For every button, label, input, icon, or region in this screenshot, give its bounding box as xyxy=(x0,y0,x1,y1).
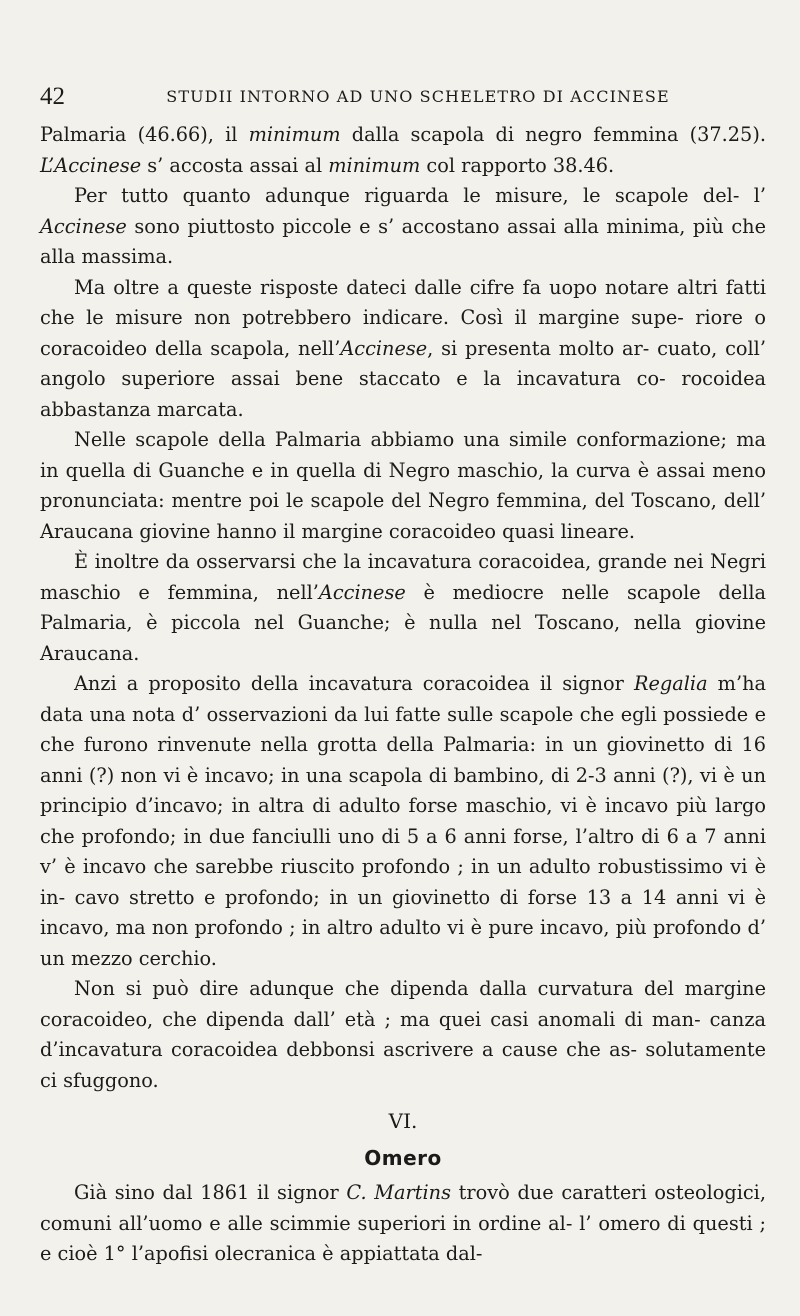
text-run: col rapporto 38.46. xyxy=(420,153,615,177)
section-paragraph-group xyxy=(40,1178,766,1270)
italic-text: C. Martins xyxy=(346,1181,451,1204)
section-title: Omero xyxy=(364,1146,442,1170)
text-run: Per tutto quanto adunque riguarda le misure, le scapole del- l’ xyxy=(74,184,766,207)
italic-text: minimum xyxy=(328,153,421,177)
page-number: 42 xyxy=(40,83,65,110)
text-run: è mediocre nelle scapole della Palmaria, è piccola nel Guanche; è nulla nel Toscano, nella giovine Araucana. xyxy=(40,580,766,665)
text-run: s’ accosta assai al xyxy=(141,153,329,177)
text-run: Palmaria (46.66), il xyxy=(40,123,249,146)
paragraph xyxy=(40,1178,766,1270)
text-run: m’ha data una nota d’ osservazioni da lui fatte sulle scapole che egli possiede e che furono rinvenute nella grotta della Palmaria: in un giovinetto di 16 anni (?) non vi è incavo; in una scapola di bambino, di 2-3 anni (?), vi è un principio d’incavo; in altra di adulto forse maschio, vi è incavo più largo che profondo; in due fanciulli uno di 5 a 6 anni forse, l’altro di 6 a 7 anni v’ è incavo che sarebbe riuscito profondo ; in un adulto robustissimo vi è in- cavo stretto e profondo; in un giovinetto di forse 13 a 14 anni vi è incavo, ma non profondo ; in altro adulto vi è pure incavo, più profondo d’ un mezzo cerchio. xyxy=(40,672,766,970)
text-run: Anzi a proposito della incavatura coracoidea il signor xyxy=(74,672,634,695)
text-run: Nelle scapole della Palmaria abbiamo una simile conformazione; ma in quella di Guanche e in quella di Negro maschio, la curva è assai meno pronunciata: mentre poi le scapole del Negro femmina, del Toscano, dell’ Araucana giovine hanno il margine coracoideo quasi lineare. xyxy=(40,428,766,543)
text-run: Ma oltre a queste risposte dateci dalle cifre fa uopo notare altri fatti che le misure non potrebbero indicare. Così il margine supe- riore o coracoideo della scapola, nell’ xyxy=(40,275,766,360)
text-run: Non si può dire adunque che dipenda dalla curvatura del margine coracoideo, che dipenda dall’ età ; ma quei casi anomali di man- canza d’incavatura coracoidea debbonsi ascrivere a cause che as- solutamente ci sfuggono. xyxy=(40,977,766,1092)
paragraph xyxy=(40,120,766,181)
paragraph xyxy=(40,669,766,974)
text-run: Già sino dal 1861 il signor xyxy=(74,1181,347,1204)
paragraph-group xyxy=(40,120,766,1096)
paragraph xyxy=(40,547,766,669)
running-title: STUDII INTORNO AD UNO SCHELETRO DI ACCINESE xyxy=(166,87,670,106)
paragraph xyxy=(40,425,766,547)
text-run: , si presenta molto ar- cuato, coll’ angolo superiore assai bene staccato e la incavatura co- rocoidea abbastanza marcata. xyxy=(40,336,766,421)
paragraph xyxy=(40,974,766,1096)
section-number: VI. xyxy=(388,1109,418,1133)
italic-text: Accinese xyxy=(340,336,428,360)
italic-text: Regalia xyxy=(633,672,708,695)
text-run: È inoltre da osservarsi che la incavatura coracoidea, grande nei Negri maschio e femmina, nell’ xyxy=(40,550,766,604)
italic-text: Accinese xyxy=(40,214,127,238)
text-run: dalla scapola di negro femmina (37.25). xyxy=(340,123,766,146)
paragraph xyxy=(40,181,766,273)
italic-text: Accinese xyxy=(318,580,406,604)
text-run: sono piuttosto piccole e s’ accostano assai alla minima, più che alla massima. xyxy=(40,214,766,268)
paragraph xyxy=(40,273,766,426)
body-text xyxy=(40,120,766,1270)
text-run: trovò due caratteri osteologici, comuni all’uomo e alle scimmie superiori in ordine al- l’ omero di questi ; e cioè 1° l’apofisi olecranica è appiattata dal- xyxy=(40,1181,766,1265)
italic-text: minimum xyxy=(248,123,341,146)
page-header xyxy=(40,82,766,112)
italic-text: L’Accinese xyxy=(40,153,142,177)
